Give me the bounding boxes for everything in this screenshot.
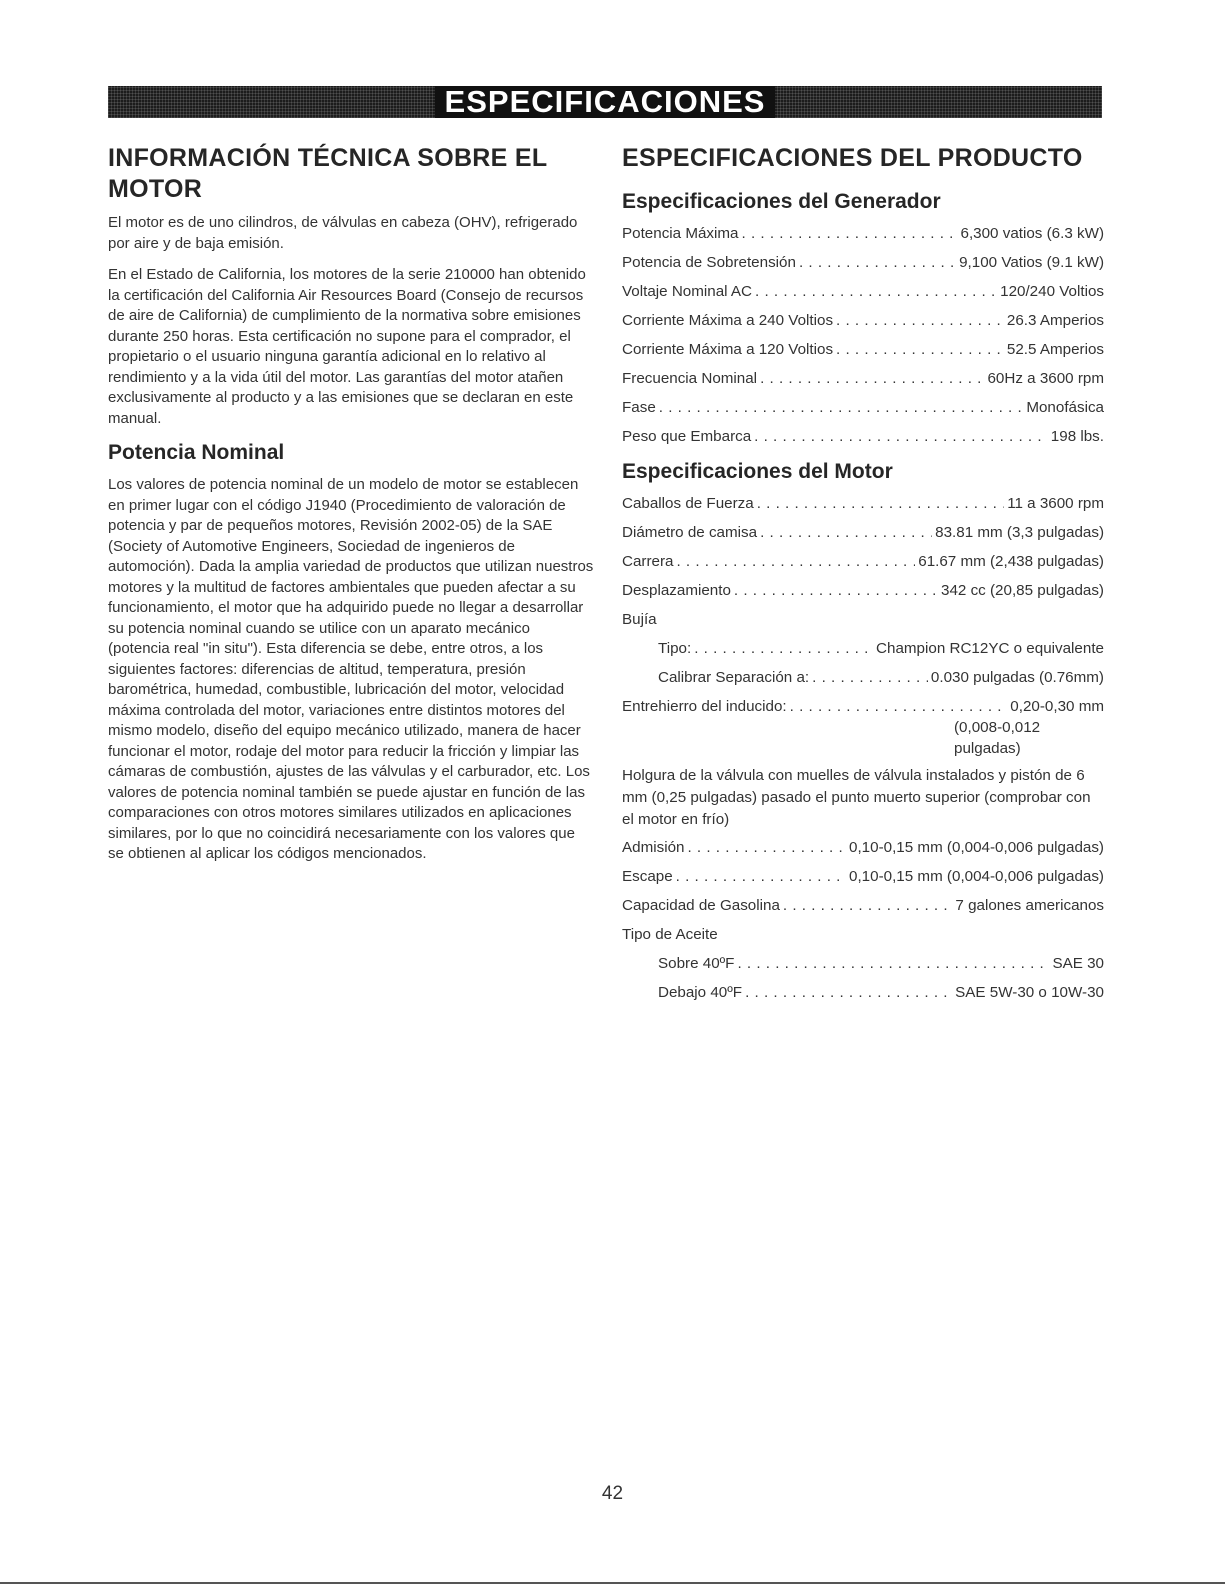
spec-label: Desplazamiento xyxy=(622,582,731,599)
spec-value: 7 galones americanos xyxy=(955,897,1104,914)
dot-leader xyxy=(659,393,1024,422)
spec-value: 0,10-0,15 mm (0,004-0,006 pulgadas) xyxy=(849,839,1104,856)
spec-value: 120/240 Voltios xyxy=(1000,283,1104,300)
spec-row xyxy=(622,663,1104,692)
spec-value: SAE 5W-30 o 10W-30 xyxy=(955,984,1104,1001)
spec-row xyxy=(622,634,1104,663)
spec-value-line: (0,008-0,012 xyxy=(954,719,1041,736)
section-banner xyxy=(108,86,1102,118)
spec-label: Tipo: xyxy=(658,640,692,657)
bottom-rule xyxy=(0,1582,1225,1584)
spec-label: Calibrar Separación a: xyxy=(658,669,810,686)
spec-label: Potencia de Sobretensión xyxy=(622,254,796,271)
dot-leader xyxy=(836,335,1004,364)
spec-value: 11 a 3600 rpm xyxy=(1007,495,1104,512)
spec-row xyxy=(622,422,1104,451)
spec-value: 198 lbs. xyxy=(1050,428,1104,445)
dot-leader xyxy=(836,306,1004,335)
dot-leader xyxy=(760,518,932,547)
spec-label: Debajo 40ºF xyxy=(658,984,743,1001)
spec-value: 342 cc (20,85 pulgadas) xyxy=(941,582,1104,599)
spec-value: 61.67 mm (2,438 pulgadas) xyxy=(918,553,1104,570)
spec-row xyxy=(622,833,1104,862)
spec-value: 26.3 Amperios xyxy=(1006,312,1104,329)
engine-info-heading: INFORMACIÓN TÉCNICA SOBRE EL MOTOR xyxy=(108,144,547,203)
spec-value-continuation xyxy=(622,717,1104,759)
dot-leader xyxy=(676,547,915,576)
spec-value: Monofásica xyxy=(1026,399,1104,416)
spec-row xyxy=(622,306,1104,335)
spec-label: Corriente Máxima a 240 Voltios xyxy=(622,312,834,329)
spark-plug-label: Bujía xyxy=(622,611,657,628)
spec-value: 52.5 Amperios xyxy=(1006,341,1104,358)
dot-leader xyxy=(799,248,956,277)
spec-value: 9,100 Vatios (9.1 kW) xyxy=(959,254,1104,271)
spec-value: 0.030 pulgadas (0.76mm) xyxy=(930,669,1104,686)
dot-leader xyxy=(757,489,1004,518)
spec-value: 0,20-0,30 mm xyxy=(1010,698,1104,715)
spec-value: SAE 30 xyxy=(1052,955,1104,972)
spec-row xyxy=(622,518,1104,547)
left-column xyxy=(108,143,594,865)
spec-row xyxy=(622,576,1104,605)
product-specs-heading: ESPECIFICACIONES DEL PRODUCTO xyxy=(622,144,1083,172)
spec-label: Voltaje Nominal AC xyxy=(622,283,753,300)
dot-leader xyxy=(812,663,928,692)
spec-label: Escape xyxy=(622,868,673,885)
spec-label: Carrera xyxy=(622,553,674,570)
spec-value: 83.81 mm (3,3 pulgadas) xyxy=(935,524,1104,541)
dot-leader xyxy=(676,862,846,891)
spec-label: Capacidad de Gasolina xyxy=(622,897,780,914)
spec-row xyxy=(622,219,1104,248)
spec-row xyxy=(622,891,1104,920)
spec-label: Fase xyxy=(622,399,656,416)
dot-leader xyxy=(742,219,958,248)
motor-specs-heading: Especificaciones del Motor xyxy=(622,460,893,483)
spec-value: Champion RC12YC o equivalente xyxy=(876,640,1104,657)
generator-spec-list xyxy=(622,219,1104,451)
spec-value: 6,300 vatios (6.3 kW) xyxy=(960,225,1104,242)
spec-row xyxy=(622,862,1104,891)
spec-value-line: pulgadas) xyxy=(954,740,1021,757)
spec-row xyxy=(622,547,1104,576)
generator-specs-heading: Especificaciones del Generador xyxy=(622,190,941,213)
spec-value: 0,10-0,15 mm (0,004-0,006 pulgadas) xyxy=(849,868,1104,885)
dot-leader xyxy=(737,949,1049,978)
spec-label: Admisión xyxy=(622,839,685,856)
banner-title: ESPECIFICACIONES xyxy=(435,86,776,118)
spec-label: Entrehierro del inducido: xyxy=(622,698,787,715)
dot-leader xyxy=(754,422,1048,451)
spec-row xyxy=(622,949,1104,978)
california-paragraph: En el Estado de California, los motores de la serie 210000 han obtenido la certificación del California Air Resources Board (Consejo de recursos de aire de California) de cumplimiento de la normativa sobre emisiones durante 250 horas. Esta certificación no supone para el comprador, el propietario o el usuario ninguna garantía adicional en lo relativo al rendimiento y a la vida útil del motor. Las garantías del motor atañen exclusivamente al producto y a las emisiones que se declaran en este manual. xyxy=(108,266,586,427)
spec-row xyxy=(622,978,1104,1007)
dot-leader xyxy=(755,277,997,306)
oil-type-label: Tipo de Aceite xyxy=(622,926,718,943)
spec-row xyxy=(622,393,1104,422)
motor-spec-list xyxy=(622,489,1104,1007)
spec-label: Sobre 40ºF xyxy=(658,955,735,972)
dot-leader xyxy=(687,833,846,862)
right-column xyxy=(622,143,1104,1007)
spec-label: Diámetro de camisa xyxy=(622,524,758,541)
dot-leader xyxy=(783,891,953,920)
engine-intro-paragraph: El motor es de uno cilindros, de válvulas en cabeza (OHV), refrigerado por aire y de baja emisión. xyxy=(108,214,578,252)
spec-label: Corriente Máxima a 120 Voltios xyxy=(622,341,834,358)
spec-row xyxy=(622,335,1104,364)
spec-row xyxy=(622,364,1104,393)
dot-leader xyxy=(734,576,938,605)
valve-clearance-note: Holgura de la válvula con muelles de válvula instalados y pistón de 6 mm (0,25 pulgadas) pasado el punto muerto superior (comprobar con el motor en frío) xyxy=(622,767,1091,828)
dot-leader xyxy=(745,978,952,1007)
spec-row xyxy=(622,489,1104,518)
spec-label: Potencia Máxima xyxy=(622,225,739,242)
rated-power-paragraph: Los valores de potencia nominal de un modelo de motor se establecen en primer lugar con el código J1940 (Procedimiento de valoración de potencia y par de pequeños motores, Revisión 2002-05) de la SAE (Society of Automotive Engineers, Sociedad de ingenieros de automoción). Dada la amplia variedad de productos que utilizan nuestros motores y la multitud de factores ambientales que pueden afectar a su funcionamiento, el motor que ha adquirido puede no llegar a desarrollar su potencia nominal cuando se utilice con un aparato mecánico (potencia real "in situ"). Esta diferencia se debe, entre otros, a los siguientes factores: diferencias de altitud, temperatura, presión barométrica, humedad, combustible, lubricación del motor, velocidad máxima controlada del motor, variaciones entre distintos motores del mismo modelo, diseño del equipo mecánico utilizado, manera de hacer funcionar el motor, rodaje del motor para reducir la fricción y limpiar las cámaras de combustión, ajustes de las válvulas y el carburador, etc. Los valores de potencia nominal también se puede ajustar en función de las comparaciones con otros motores similares utilizados en aplicaciones similares, por lo que no coincidirá necesariamente con los valores que se obtienen al aplicar los códigos mencionados. xyxy=(108,476,594,862)
spec-label: Caballos de Fuerza xyxy=(622,495,754,512)
spec-row xyxy=(622,277,1104,306)
spec-value: 60Hz a 3600 rpm xyxy=(987,370,1104,387)
spec-label: Peso que Embarca xyxy=(622,428,752,445)
page-number: 42 xyxy=(601,1483,624,1504)
spec-label: Frecuencia Nominal xyxy=(622,370,758,387)
dot-leader xyxy=(694,634,873,663)
dot-leader xyxy=(760,364,984,393)
rated-power-heading: Potencia Nominal xyxy=(108,441,285,464)
spec-row xyxy=(622,248,1104,277)
